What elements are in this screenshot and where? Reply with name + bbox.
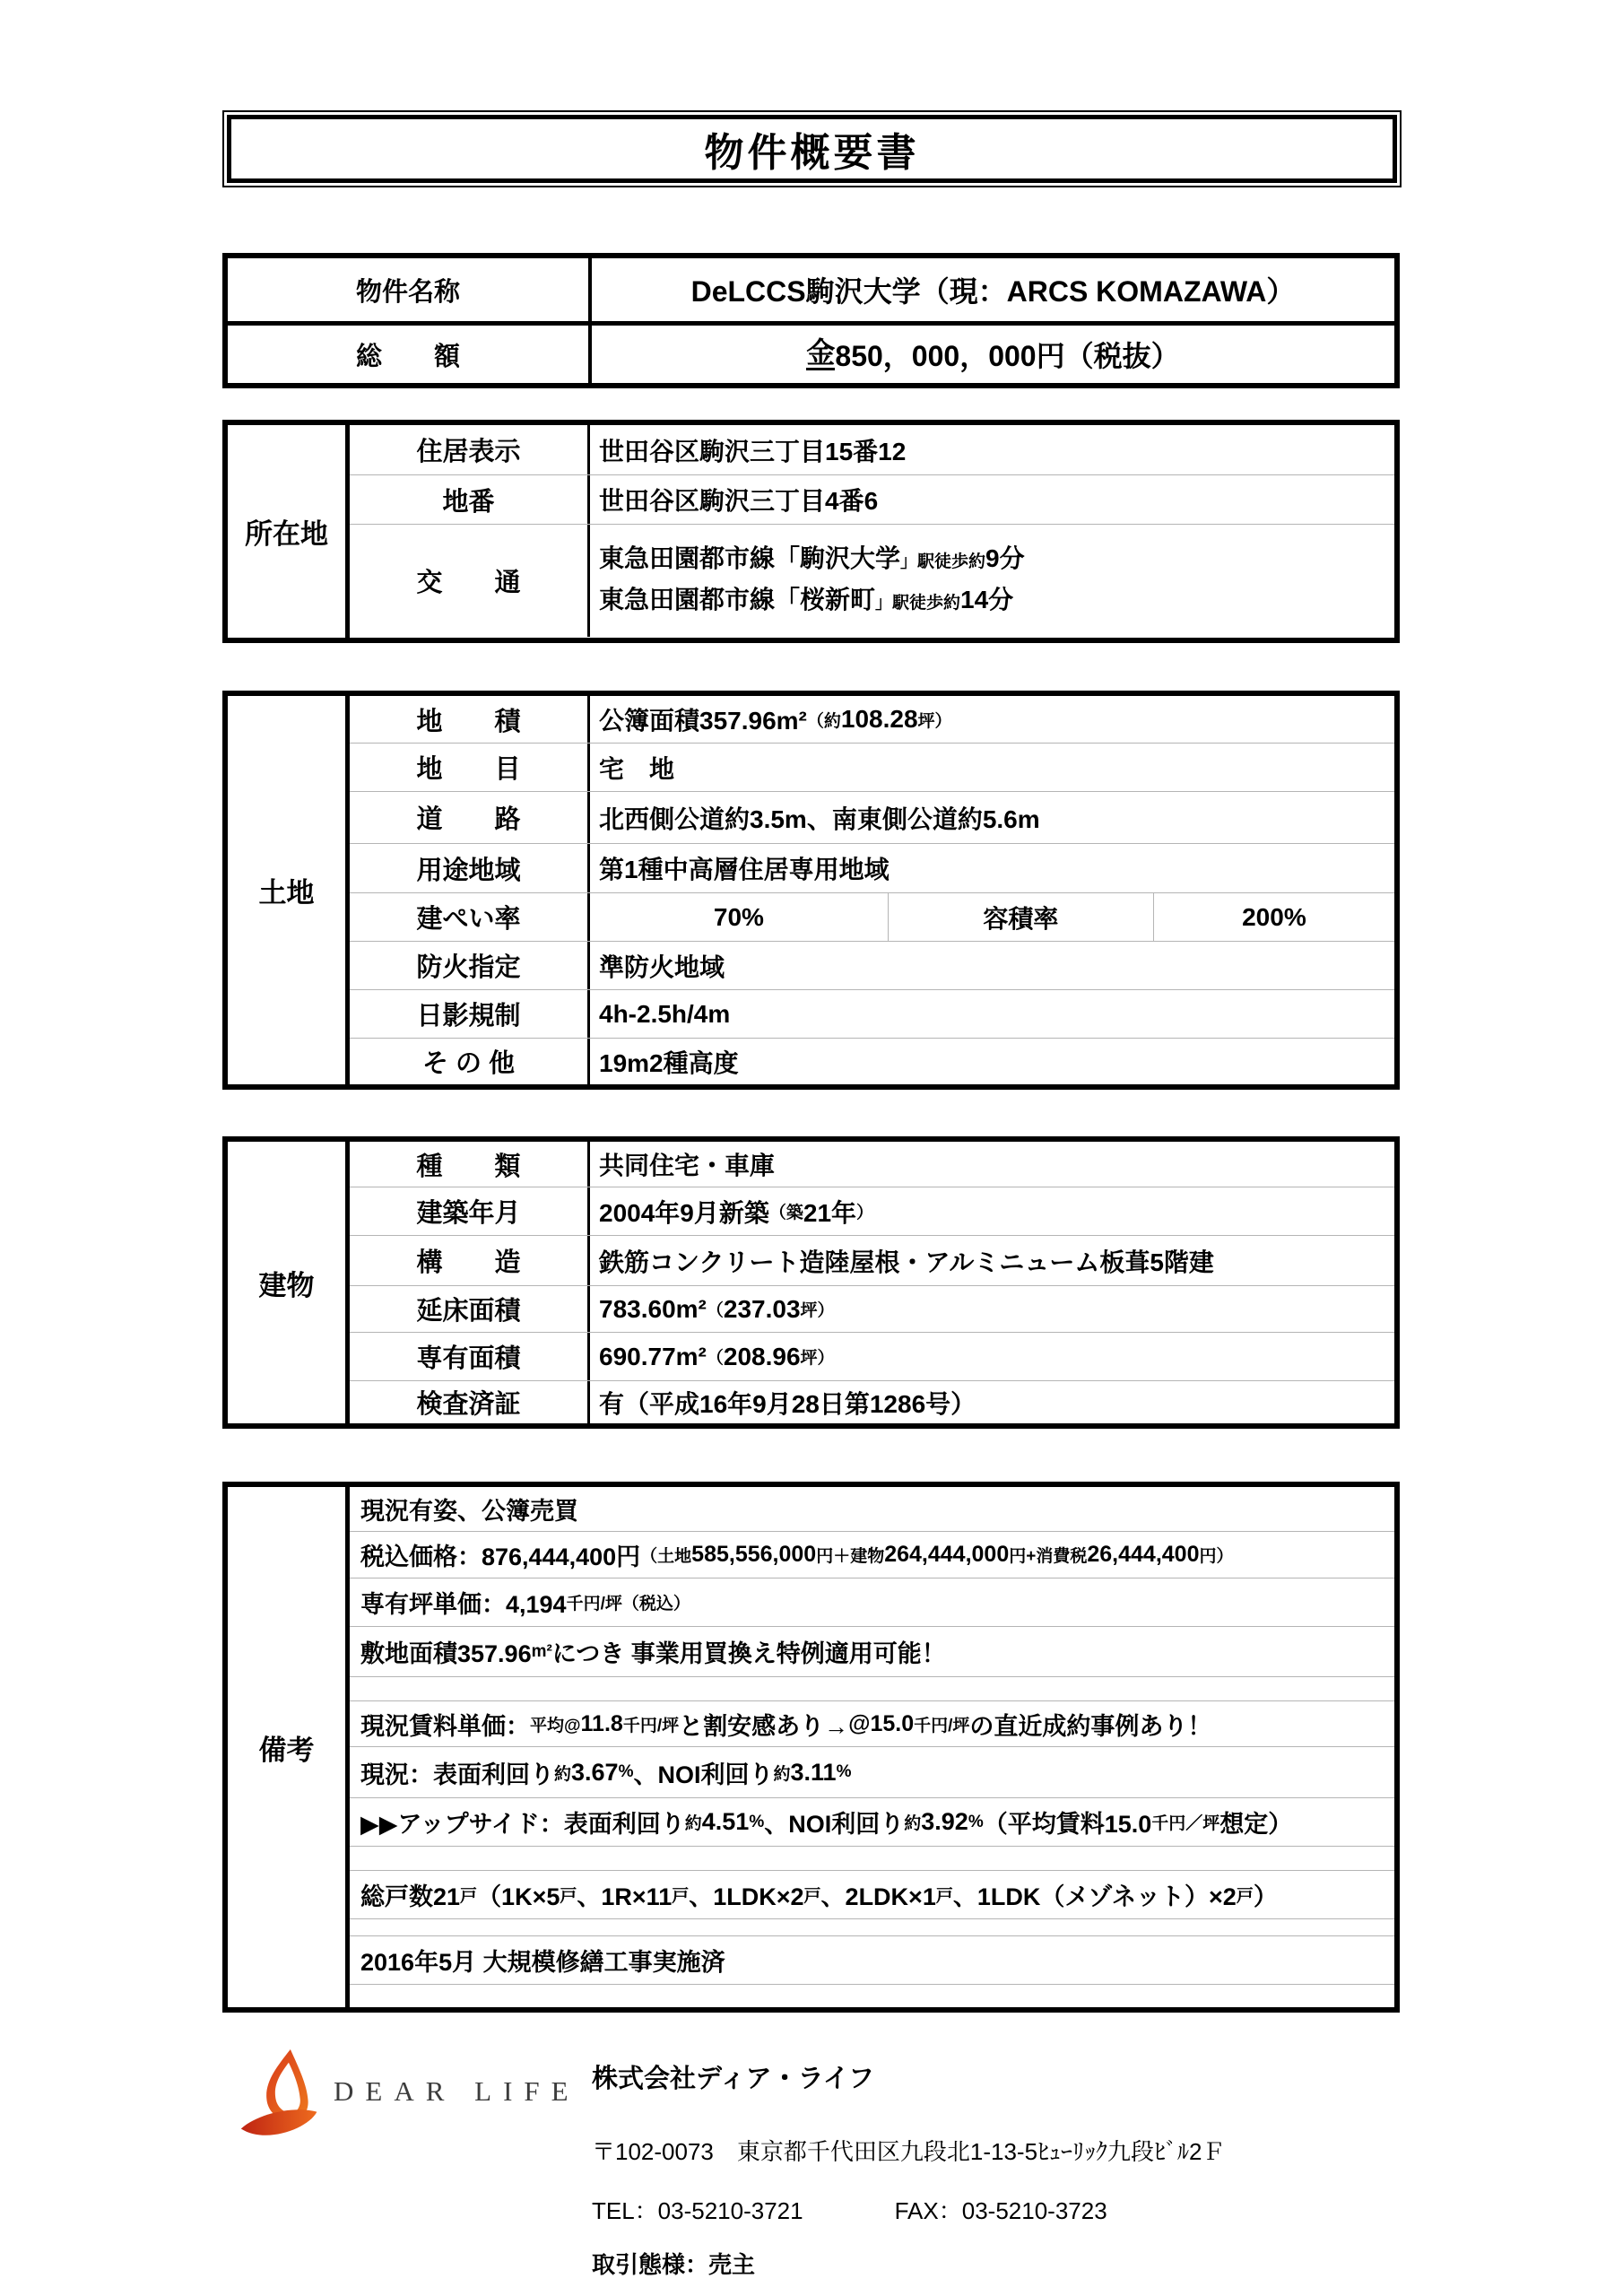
text-segment: 東急田園都市線「桜新町 — [599, 585, 876, 613]
text-segment: 208.96 — [723, 1342, 801, 1370]
road-row — [350, 791, 1394, 843]
text-segment: 戸 — [460, 1887, 478, 1906]
text-segment: ） — [1253, 1883, 1278, 1910]
built-date-label: 建築年月 — [350, 1187, 590, 1235]
text-segment: と割安感あり→ — [679, 1712, 849, 1740]
text-segment: 約 — [904, 1814, 922, 1833]
land-area-value — [590, 696, 1394, 743]
remarks-row-renovation — [350, 1935, 1394, 1984]
remarks-row-units — [350, 1870, 1394, 1918]
text-segment: 円＋建物 — [816, 1547, 885, 1566]
fire-zone-label: 防火指定 — [350, 942, 590, 989]
document-title: 物件概要書 — [704, 131, 920, 175]
text-segment: 東急田園都市線「駒沢大学 — [599, 544, 901, 572]
text-segment: ） — [856, 1204, 874, 1222]
text-segment: 585,556,000 — [691, 1542, 817, 1567]
text-segment: （築 — [768, 1204, 803, 1222]
text-segment: 、1LDK×2 — [689, 1883, 804, 1910]
company-address: 〒102-0073 東京都千代田区九段北1-13-5ﾋｭｰﾘｯｸ九段ﾋﾞﾙ2Ｆ — [592, 2138, 1226, 2165]
zoning-row — [350, 843, 1394, 892]
text-segment: 坪） — [800, 1349, 835, 1368]
inspection-cert-value: 有（平成16年9月28日第1286号） — [599, 1389, 976, 1418]
text-segment: （1K×5 — [477, 1883, 560, 1910]
total-price-value — [592, 326, 1394, 383]
text-segment: 、NOI利回り — [633, 1761, 774, 1788]
text-segment: 」駅徒歩約 — [900, 552, 986, 571]
text-segment: 約 — [554, 1764, 572, 1784]
text-segment: 9分 — [985, 544, 1025, 572]
text-segment: % — [836, 1762, 852, 1781]
remarks-units-value — [350, 1871, 1394, 1918]
inspection-cert-label: 検査済証 — [350, 1381, 590, 1423]
text-segment: 2016年5月 大規模修繕工事実施済 — [360, 1949, 725, 1976]
floor-area-label: 延床面積 — [350, 1286, 590, 1332]
text-segment: 3.11 — [790, 1758, 837, 1786]
floor-area-row — [350, 1285, 1394, 1332]
company-tel: TEL：03-5210-3721 — [592, 2197, 803, 2224]
text-segment: 11.8 — [580, 1710, 623, 1736]
price-amount: 850，000，000円（税抜） — [835, 340, 1180, 372]
company-name: 株式会社ディア・ライフ — [592, 2065, 874, 2093]
text-segment: 千円/坪 — [914, 1716, 970, 1735]
remarks-spacer-row — [350, 1984, 1394, 2005]
access-line-2 — [599, 581, 1394, 622]
remarks-row-taxed-price — [350, 1531, 1394, 1578]
remarks-renovation-value — [350, 1936, 1394, 1984]
text-segment: 約 — [684, 1814, 702, 1833]
building-type-value: 共同住宅・車庫 — [599, 1152, 776, 1179]
remarks-row-asis — [350, 1487, 1394, 1531]
remarks-rent-unit-value — [350, 1701, 1394, 1746]
built-date-row — [350, 1187, 1394, 1235]
remarks-spacer-row — [350, 1676, 1394, 1700]
building-table — [222, 1136, 1400, 1429]
address-row — [350, 425, 1394, 474]
land-other-row — [350, 1038, 1394, 1084]
access-value — [590, 525, 1394, 637]
built-date-value — [590, 1187, 1394, 1235]
text-segment: 千円／坪 — [1151, 1814, 1220, 1833]
road-label: 道 路 — [350, 792, 590, 843]
text-segment: m² — [531, 1641, 552, 1661]
text-segment: % — [968, 1812, 984, 1831]
text-segment: 783.60m² — [599, 1294, 707, 1323]
remarks-row-upside — [350, 1797, 1394, 1846]
text-segment: 坪） — [800, 1301, 835, 1320]
floor-area-value — [590, 1286, 1394, 1332]
text-segment: 公簿面積357.96m² — [599, 707, 807, 735]
dealing-type: 取引態様：売主 — [592, 2251, 756, 2278]
remarks-upside-value — [350, 1798, 1394, 1846]
text-segment: @15.0 — [848, 1710, 915, 1736]
text-segment: 2004年9月新築 — [599, 1198, 769, 1227]
text-segment: 4.51 — [701, 1808, 750, 1835]
property-name-row — [228, 258, 1394, 321]
land-category-value: 宅 地 — [599, 754, 675, 783]
address-label: 住居表示 — [350, 425, 590, 474]
building-type-label: 種 類 — [350, 1142, 590, 1187]
total-price-row — [228, 321, 1394, 383]
exclusive-area-label: 専有面積 — [350, 1333, 590, 1380]
lot-number-label: 地番 — [350, 475, 590, 524]
exclusive-area-value — [590, 1333, 1394, 1380]
text-segment: 、1LDK（メゾネット）×2 — [952, 1883, 1237, 1910]
text-segment: 約 — [773, 1764, 791, 1784]
building-type-row — [350, 1142, 1394, 1187]
text-segment: （土地 — [640, 1547, 692, 1566]
remarks-row-special-case — [350, 1626, 1394, 1676]
access-label: 交 通 — [350, 525, 590, 637]
remarks-spacer-row — [350, 1846, 1394, 1870]
remarks-asis-value — [350, 1487, 1394, 1531]
text-segment: 想定） — [1219, 1811, 1293, 1838]
lot-number-row — [350, 474, 1394, 524]
structure-value: 鉄筋コンクリート造陸屋根・アルミニューム板葺5階建 — [599, 1248, 1214, 1276]
remarks-spacer-row — [350, 1918, 1394, 1935]
text-segment: 専有坪単価：4,194 — [360, 1591, 567, 1618]
remarks-current-yield-value — [350, 1747, 1394, 1797]
dear-life-logo — [239, 2048, 580, 2153]
coverage-ratio-value: 70% — [713, 902, 764, 931]
land-section-label: 土地 — [228, 696, 350, 1084]
text-segment: 平均@ — [530, 1716, 581, 1735]
land-area-row — [350, 696, 1394, 743]
text-segment: 坪） — [917, 711, 952, 731]
text-segment: 14分 — [960, 585, 1014, 613]
address-value: 世田谷区駒沢三丁目15番12 — [599, 437, 907, 465]
logo-wordmark: DEAR LIFE — [334, 2075, 580, 2107]
text-segment: 戸 — [672, 1887, 690, 1906]
total-price-label: 総 額 — [228, 326, 592, 383]
company-telfax — [592, 2193, 1107, 2226]
price-prefix: 金 — [806, 338, 835, 371]
remarks-unit-price-value — [350, 1578, 1394, 1626]
land-other-label: そ の 他 — [350, 1039, 590, 1084]
property-name-label: 物件名称 — [228, 258, 592, 321]
text-segment: 現況有姿、公簿売買 — [360, 1498, 578, 1525]
text-segment: 千円/坪 — [622, 1716, 680, 1735]
land-area-label: 地 積 — [350, 696, 590, 743]
text-segment: 、1R×11 — [577, 1883, 673, 1910]
property-name-value: DeLCCS駒沢大学（現：ARCS KOMAZAWA） — [690, 275, 1296, 308]
far-value: 200% — [1153, 893, 1394, 941]
text-segment: % — [749, 1812, 765, 1831]
text-segment: % — [618, 1762, 634, 1781]
text-segment: 、2LDK×1 — [820, 1883, 936, 1910]
text-segment: （ — [706, 1349, 724, 1368]
shadow-regulation-label: 日影規制 — [350, 990, 590, 1038]
text-segment: 、NOI利回り — [764, 1811, 905, 1838]
text-segment: 現況：表面利回り — [360, 1761, 554, 1788]
coverage-ratio-label: 建ぺい率 — [350, 893, 590, 941]
text-segment: ▶▶アップサイド：表面利回り — [360, 1811, 685, 1838]
text-segment: 」駅徒歩約 — [875, 593, 961, 613]
company-fax: FAX：03-5210-3723 — [894, 2197, 1107, 2224]
fire-zone-value: 準防火地域 — [599, 952, 725, 981]
text-segment: 戸 — [803, 1887, 821, 1906]
document-title-inner-border — [227, 115, 1397, 183]
flame-logo-icon — [239, 2048, 328, 2153]
land-category-row — [350, 743, 1394, 791]
text-segment: 総戸数21 — [360, 1883, 461, 1910]
location-table — [222, 420, 1400, 643]
land-table — [222, 691, 1400, 1090]
text-segment: （平均賃料15.0 — [983, 1811, 1152, 1838]
text-segment: 21年 — [803, 1198, 857, 1227]
coverage-far-cells — [590, 893, 1394, 941]
text-segment: 3.92 — [921, 1808, 968, 1835]
structure-label: 構 造 — [350, 1236, 590, 1285]
footer — [222, 2048, 1400, 2281]
far-label: 容積率 — [888, 893, 1153, 941]
text-segment: （約 — [806, 711, 841, 731]
shadow-regulation-row — [350, 989, 1394, 1038]
text-segment: 108.28 — [840, 705, 918, 733]
text-segment: 現況賃料単価： — [360, 1712, 530, 1740]
remarks-row-unit-price — [350, 1578, 1394, 1626]
remarks-table — [222, 1482, 1400, 2013]
text-segment: 3.67 — [571, 1758, 619, 1786]
text-segment: 戸 — [1236, 1887, 1254, 1906]
land-category-label: 地 目 — [350, 744, 590, 791]
coverage-ratio-row — [350, 892, 1394, 941]
text-segment: 円） — [1199, 1547, 1234, 1566]
text-segment: （ — [706, 1301, 724, 1320]
fire-zone-row — [350, 941, 1394, 989]
text-segment: 税込価格：876,444,400円 — [360, 1544, 641, 1570]
location-section-label: 所在地 — [228, 425, 350, 638]
exclusive-area-row — [350, 1332, 1394, 1380]
text-segment: 円+消費税 — [1009, 1547, 1088, 1566]
remarks-special-case-value — [350, 1627, 1394, 1676]
document-title-box — [222, 110, 1402, 187]
text-segment: の直近成約事例あり！ — [969, 1712, 1212, 1740]
text-segment: 690.77m² — [599, 1342, 707, 1370]
summary-table — [222, 253, 1400, 388]
text-segment: 264,444,000 — [884, 1542, 1010, 1567]
text-segment: 237.03 — [723, 1294, 801, 1323]
shadow-regulation-value: 4h-2.5h/4m — [599, 999, 731, 1028]
text-segment: 26,444,400 — [1087, 1542, 1200, 1567]
text-segment: 敷地面積357.96 — [360, 1640, 532, 1667]
text-segment: 戸 — [560, 1887, 577, 1906]
access-row — [350, 524, 1394, 637]
zoning-label: 用途地域 — [350, 844, 590, 892]
remarks-section-label: 備考 — [228, 1487, 350, 2007]
building-section-label: 建物 — [228, 1142, 350, 1423]
remarks-taxed-price-value — [350, 1532, 1394, 1578]
text-segment: につき 事業用買換え特例適用可能！ — [551, 1640, 946, 1667]
lot-number-value: 世田谷区駒沢三丁目4番6 — [599, 487, 879, 515]
road-value: 北西側公道約3.5m、南東側公道約5.6m — [599, 804, 1040, 833]
text-segment: 千円/坪（税込） — [566, 1595, 690, 1613]
zoning-value: 第1種中高層住居専用地域 — [599, 856, 890, 883]
remarks-row-current-yield — [350, 1746, 1394, 1797]
inspection-cert-row — [350, 1380, 1394, 1423]
land-other-value: 19m2種高度 — [599, 1048, 739, 1077]
text-segment: 戸 — [935, 1887, 953, 1906]
access-line-1 — [599, 540, 1394, 581]
structure-row — [350, 1235, 1394, 1285]
remarks-row-rent-unit — [350, 1700, 1394, 1746]
